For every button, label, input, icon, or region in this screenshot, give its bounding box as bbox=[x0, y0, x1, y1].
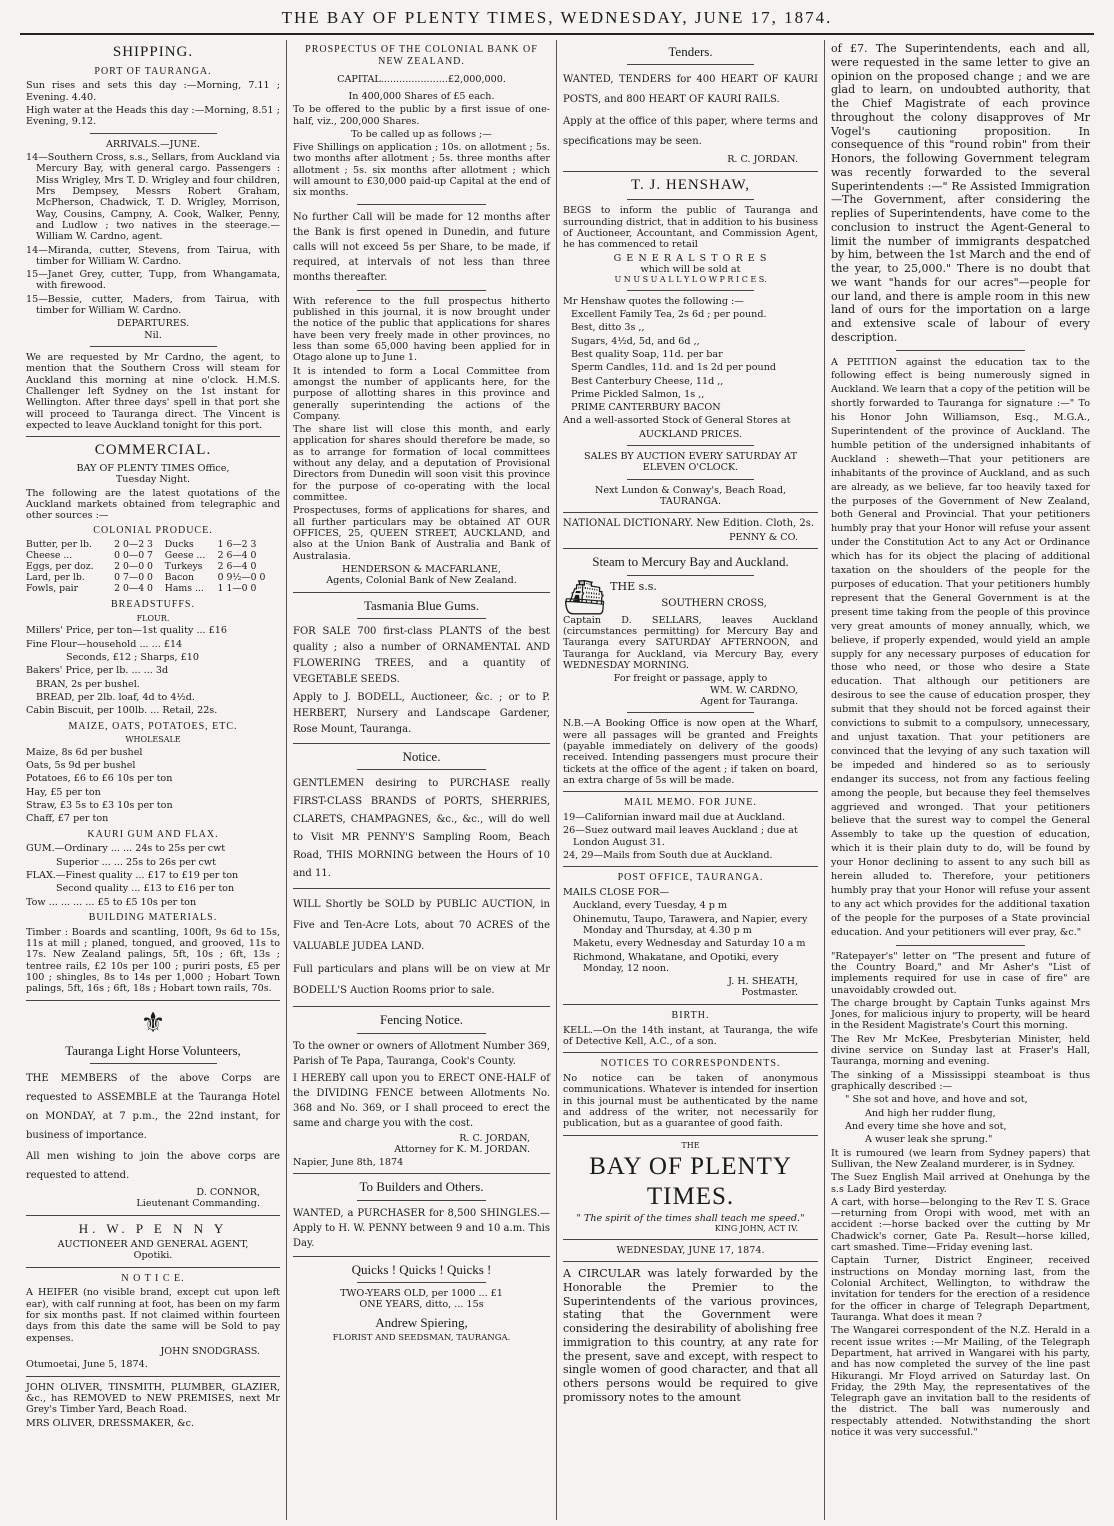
divider bbox=[627, 479, 755, 480]
news-item: The Wangarei correspondent of the N.Z. Herald in a recent issue writes :—Mr Mailing, of the Telegraph Department, hat arrived in Wangarei with his party, and has now completed the survey of the line past Hikurangi. Mr Floyd arrived on Saturday last. On Friday, the 29th May, the representatives of the Telegraph gave an invitation ball to the residents of the district. The ball was numerously and respectably attended. Notwithstanding the short notice it was very successful." bbox=[831, 1325, 1090, 1439]
wholesale-heading: WHOLESALE bbox=[125, 735, 181, 745]
price-line: Fine Flour—household ... ... £14 bbox=[26, 638, 183, 650]
news-item: Captain Turner, District Engineer, received instructions on Monday morning last, from the Colonial Architect, Wellington, to withdraw the invitation for tenders for the erection of a residence for the officer in charge of Telegraph Department, Tauranga. What does it mean ? bbox=[831, 1255, 1090, 1323]
steam-title: Steam to Mercury Bay and Auckland. bbox=[592, 554, 789, 570]
arrival-item: 15—Bessie, cutter, Maders, from Tairua, with timber for William W. Cardno. bbox=[26, 293, 280, 317]
commercial-intro: The following are the latest quotations of the Auckland markets obtained from telegraphic and other sources :— bbox=[26, 487, 280, 522]
terms-line: Five Shillings on application ; 10s. on allotment ; 5s. two months after allotment ; 5s. three months after allotment ; 5s. six months after allotment ; which will amount to £30,000 paid-up Capital at the end of six months. bbox=[293, 142, 550, 199]
poem bbox=[831, 1094, 1090, 1145]
list-item: Prime Pickled Salmon, 1s ,, bbox=[571, 388, 705, 400]
price-line: BRAN, 2s per bushel. bbox=[36, 678, 140, 690]
list-item: 26—Suez outward mail leaves Auckland ; due at London August 31. bbox=[563, 825, 798, 848]
divider bbox=[357, 1200, 486, 1201]
gums-apply: Apply to J. BODELL, Auctioneer, &c. ; or to P. HERBERT, Nursery and Landscape Gardener, Rose Mount, Tauranga. bbox=[293, 691, 550, 735]
divider bbox=[563, 1239, 818, 1240]
notice-date: Otumoetai, June 5, 1874. bbox=[26, 1359, 148, 1371]
table-row: Cheese ... 0 0—0 7 Geese ... 2 6—4 0 bbox=[26, 550, 257, 562]
penny-name: H. W. P E N N Y bbox=[78, 1220, 228, 1236]
paper-title: BAY OF PLENTY TIMES. bbox=[589, 1153, 792, 1210]
prospectus-ref: With reference to the full prospectus hitherto published in this journal, it is now brought under the notice of the public that applications for shares have been very freely made in other provinces, no less than some 65,000 having been applied for in Otago alone up to June 1. bbox=[293, 295, 550, 364]
list-item: Ohinemutu, Taupo, Tarawera, and Napier, every Monday and Thursday, at 4.30 p m bbox=[573, 913, 808, 936]
office-line: BAY OF PLENTY TIMES Office, bbox=[76, 462, 230, 474]
paper-motto: " The spirit of the times shall teach me speed." bbox=[576, 1213, 805, 1225]
poem-line: A wuser leak she sprung." bbox=[865, 1134, 993, 1146]
price-line: Superior ... ... 25s to 26s per cwt bbox=[56, 856, 216, 868]
divider bbox=[357, 1033, 486, 1034]
post-role: Postmaster. bbox=[741, 987, 798, 999]
divider bbox=[293, 592, 550, 593]
correspondents-title: NOTICES TO CORRESPONDENTS. bbox=[600, 1058, 781, 1070]
column-2 bbox=[286, 40, 556, 1520]
departures-value: Nil. bbox=[144, 329, 162, 341]
divider bbox=[26, 1215, 280, 1216]
divider bbox=[357, 290, 486, 291]
steam-freight: For freight or passage, apply to bbox=[613, 673, 768, 685]
post-signature: J. H. SHEATH, bbox=[728, 976, 798, 988]
list-item: Excellent Family Tea, 2s 6d ; per pound. bbox=[571, 308, 767, 320]
divider bbox=[90, 133, 217, 134]
divider bbox=[26, 1376, 280, 1377]
oliver-advert: JOHN OLIVER, TINSMITH, PLUMBER, GLAZIER, &c., has REMOVED to NEW PREMISES, next Mr Grey's Timber Yard, Beach Road. bbox=[26, 1381, 280, 1416]
column-3 bbox=[556, 40, 824, 1520]
called-line: To be called up as follows ;— bbox=[351, 128, 492, 140]
notice2-title: Notice. bbox=[402, 748, 441, 764]
column-1 bbox=[20, 40, 286, 1520]
table-row: Fowls, pair 2 0—4 0 Hams ... 1 1—0 0 bbox=[26, 583, 257, 595]
steam-nb: N.B.—A Booking Office is now open at the Wharf, were all passages will be granted and Freights (payable immediately on delivery of the goods) received. Intending passengers must procure their tickets at the office of the agent ; if taken on board, an extra charge of 5s will be made. bbox=[563, 718, 818, 786]
divider bbox=[90, 346, 217, 347]
notice-signature: JOHN SNODGRASS. bbox=[160, 1345, 260, 1357]
auckland-prices: AUCKLAND PRICES. bbox=[638, 428, 743, 440]
no-call: No further Call will be made for 12 months after the Bank is first opened in Dunedin, and future calls will not exceed 5s per Share, to be made, if required, at intervals of not less than three months thereafter. bbox=[293, 211, 550, 283]
list-item: Auckland, every Tuesday, 4 p m bbox=[573, 900, 728, 912]
tenders-body: WANTED, TENDERS for 400 HEART OF KAURI POSTS, and 800 HEART OF KAURI RAILS. bbox=[563, 74, 818, 106]
divider bbox=[563, 1135, 818, 1136]
divider bbox=[627, 199, 755, 200]
divider bbox=[563, 171, 818, 172]
price-line: Cabin Biscuit, per 100lb. ... Retail, 22s. bbox=[26, 705, 218, 717]
list-item: Sugars, 4½d, 5d, and 6d ,, bbox=[571, 335, 700, 347]
table-row: Butter, per lb. 2 0—2 3 Ducks 1 6—2 3 bbox=[26, 539, 257, 551]
divider bbox=[357, 769, 486, 770]
shipping-title: SHIPPING. bbox=[112, 44, 194, 60]
price-line: BREAD, per 2lb. loaf, 4d to 4½d. bbox=[36, 691, 195, 703]
spiering-name: Andrew Spiering, bbox=[375, 1314, 468, 1330]
divider bbox=[563, 1004, 818, 1005]
divider bbox=[627, 290, 755, 291]
post-heading: MAILS CLOSE FOR— bbox=[563, 886, 670, 898]
steam-ship-name: SOUTHERN CROSS, bbox=[661, 597, 767, 609]
the-label: THE bbox=[681, 1140, 700, 1150]
arrival-item: 14—Miranda, cutter, Stevens, from Tairua, with timber for William W. Cardno. bbox=[26, 244, 280, 267]
divider bbox=[293, 888, 550, 889]
penny-role: AUCTIONEER AND GENERAL AGENT, bbox=[57, 1239, 249, 1250]
penny-place: Opotiki. bbox=[133, 1250, 173, 1262]
shipping-notes: We are requested by Mr Cardno, the agent, to mention that the Southern Cross will steam for Auckland this morning at nine o'clock. H.M.S. Challenger left Sydney on the 1st instant for Wellington. After three days' spell in that port she will proceed to Tauranga direct. The Vincent is expected to leave Auckland tonight for this port. bbox=[26, 352, 280, 431]
volunteers-body: THE MEMBERS of the above Corps are requested to ASSEMBLE at the Tauranga Hotel on MONDAY, at 7 p.m., the 22nd instant, for business of importance. bbox=[26, 1073, 280, 1142]
birth-title: BIRTH. bbox=[671, 1009, 710, 1021]
news-item: The sinking of a Mississippi steamboat is thus graphically described :— bbox=[831, 1069, 1090, 1092]
fencing-to: To the owner or owners of Allotment Number 369, Parish of Te Papa, Tauranga, Cook's County. bbox=[293, 1040, 550, 1067]
divider bbox=[896, 350, 1026, 351]
breadstuffs-heading: BREADSTUFFS. bbox=[111, 599, 195, 611]
poem-line: And high her rudder flung, bbox=[865, 1107, 996, 1119]
notice-title: N O T I C E. bbox=[121, 1272, 185, 1284]
dictionary-advert: NATIONAL DICTIONARY. New Edition. Cloth, 2s. bbox=[563, 518, 815, 530]
divider bbox=[563, 548, 818, 549]
henshaw-assorted: And a well-assorted Stock of General Stores at bbox=[563, 415, 791, 427]
henshaw-body: BEGS to inform the public of Tauranga and surrounding district, that in addition to his business of Auctioneer, Accountant, and Commission Agent, he has commenced to retail bbox=[563, 205, 818, 251]
tenders-signature: R. C. JORDAN. bbox=[727, 154, 798, 166]
fencing-signature: R. C. JORDAN, bbox=[459, 1132, 530, 1144]
fencing-title: Fencing Notice. bbox=[379, 1012, 464, 1028]
list-item: 24, 29—Mails from South due at Auckland. bbox=[563, 849, 773, 861]
price-line: Chaff, £7 per ton bbox=[26, 813, 109, 825]
henshaw-address: Next Lundon & Conway's, Beach Road, TAURANGA. bbox=[594, 484, 787, 508]
divider bbox=[627, 64, 755, 65]
prospectus-title: PROSPECTUS OF THE COLONIAL BANK OF NEW ZEALAND. bbox=[305, 44, 538, 67]
divider bbox=[293, 743, 550, 744]
editorial-cont: of £7. The Superintendents, each and all, were requested in the same letter to give an opinion on the proposed change ; and we are glad to learn, on undoubted authority, that the Chief Magistrate of each province throughout the colony disapproves of Mr Vogel's cautioning proposition. In consequence of this "round robin" from their Honors, the following Government telegram was recently forwarded to the several Superintendents :—" Re Assisted Immigration—The Government, after considering the replies of Superintendents, have come to the conclusion to instruct the Agent-General to limit the number of immigrants despatched by him, between the 1st March and the end of the year, to 25,000." There is no doubt that we want "hands for our acres"—people for our land, and there is ample room in this new land of ours for the importation on a large and extensive scale of labour of every description. bbox=[831, 42, 1090, 344]
general-stores: G E N E R A L S T O R E S bbox=[613, 252, 768, 264]
divider bbox=[293, 1006, 550, 1007]
arrivals-list bbox=[26, 152, 280, 316]
tenders-apply: Apply at the office of this paper, where terms and specifications may be seen. bbox=[563, 116, 818, 148]
divider bbox=[357, 618, 486, 619]
correspondents-body: No notice can be taken of anonymous communications. Whatever is intended for insertion in this journal must be authenticated by the name and address of the writer, not necessarily for publication, but as a guarantee of good faith. bbox=[563, 1073, 818, 1130]
list-item: Best quality Soap, 11d. per bar bbox=[571, 348, 723, 360]
post-title: POST OFFICE, TAURANGA. bbox=[617, 872, 764, 884]
arrival-item: 15—Janet Grey, cutter, Tupp, from Whangamata, with firewood. bbox=[26, 269, 280, 292]
masthead-rule bbox=[20, 33, 1094, 35]
shares-line: In 400,000 Shares of £5 each. bbox=[348, 90, 495, 102]
mail-title: MAIL MEMO. FOR JUNE. bbox=[624, 797, 757, 809]
arrivals-heading: ARRIVALS.—JUNE. bbox=[106, 138, 200, 150]
tenders-title: Tenders. bbox=[668, 44, 713, 59]
fencing-body: I HEREBY call upon you to ERECT ONE-HALF of the DIVIDING FENCE between Allotments No. 368 and No. 369, or I shall proceed to erect the same and charge you with the cost. bbox=[293, 1072, 550, 1129]
birth-body: KELL.—On the 14th instant, at Tauranga, the wife of Detective Kell, A.C., of a son. bbox=[563, 1024, 818, 1047]
henshaw-quotes: Mr Henshaw quotes the following :— bbox=[563, 295, 744, 307]
fencing-attorney: Attorney for K. M. JORDAN. bbox=[394, 1143, 530, 1155]
kauri-heading: KAURI GUM AND FLAX. bbox=[87, 828, 219, 840]
office-day: Tuesday Night. bbox=[115, 474, 191, 486]
divider bbox=[357, 204, 486, 205]
masthead: THE BAY OF PLENTY TIMES, WEDNESDAY, JUNE 17, 1874. bbox=[281, 8, 833, 27]
poem-line: And every time she hove and sot, bbox=[845, 1120, 1007, 1132]
news-item: A cart, with horse—belonging to the Rev T. S. Grace—returning from Oropi with wood, met with an accident :—horse backed over the cutting by Mr Chadwick's corner, Gate Pa. Result—horse killed, cart smashed. Time—Friday evening last. bbox=[831, 1196, 1090, 1254]
divider bbox=[26, 1000, 280, 1001]
divider bbox=[563, 1052, 818, 1053]
spiering-role: FLORIST AND SEEDSMAN, TAURANGA. bbox=[332, 1333, 511, 1344]
table-row: Lard, per lb. 0 7—0 0 Bacon 0 9½—0 0 bbox=[26, 572, 266, 584]
divider bbox=[26, 436, 280, 437]
flour-heading: FLOUR. bbox=[136, 613, 170, 623]
list-item: Best Canterbury Cheese, 11d ,, bbox=[571, 375, 724, 387]
volunteers-rank: Lieutenant Commanding. bbox=[136, 1198, 260, 1210]
issue-line: To be offered to the public by a first issue of one-half, viz., 200,000 Shares. bbox=[293, 104, 550, 127]
fencing-date: Napier, June 8th, 1874 bbox=[293, 1157, 404, 1169]
sun-times: Sun rises and sets this day :—Morning, 7.11 ; Evening. 4.40. bbox=[26, 80, 280, 103]
agents-role: Agents, Colonial Bank of New Zealand. bbox=[326, 575, 517, 587]
price-line: Tow ... ... ... ... £5 to £5 10s per ton bbox=[26, 896, 197, 908]
price-line: Potatoes, £6 to £6 10s per ton bbox=[26, 773, 173, 785]
divider bbox=[563, 866, 818, 867]
notice-body: A HEIFER (no visible brand, except cut upon left ear), with calf running at foot, has been on my farm for six months past. If not claimed within fourteen days from this date the same will be Sold to pay expenses. bbox=[26, 1287, 280, 1344]
price-line: FLAX.—Finest quality ... £17 to £19 per ton bbox=[26, 870, 239, 882]
divider bbox=[26, 1267, 280, 1268]
divider bbox=[90, 1063, 217, 1064]
poem-line: " She sot and hove, and hove and sot, bbox=[845, 1094, 1028, 1106]
auction-sales: SALES BY AUCTION EVERY SATURDAY AT ELEVEN O'CLOCK. bbox=[584, 451, 797, 474]
petition: A PETITION against the education tax to the following effect is being numerously signed in Auckland. We learn that a copy of the petition will be shortly forwarded to Tauranga for signature :—" To his Honor John Williamson, Esq., M.G.A., Superintendent of the province of Auckland. The humble petition of the undersigned inhabitants of Auckland : sheweth—That your petitioners are inhabitants of the province of Auckland, and as such are already, as we believe, far too heavily taxed for the purposes of the Government of New Zealand, both General and Provincial. That your petitioners humbly pray that your Honor will refuse your assent under the Constitution Act to any Act or Ordinance which has for its object the placing of additional taxation on the shoulders of the people for the purposes of education. That your petitioners humbly represent that the General Government is at the present time taking from the people of this province very great amounts of money annually, which, we believe, if properly expended, would yield an ample supply for any necessary purposes of education for those who need, or those who desire a State education. That although our petitioners are desirous to see the cause of education prosper, they submit that they should not be forced against their convictions to submit to a compulsory, unnecessary, and unjust taxation. That your petitioners are convinced that the levying of any such taxation will be impeded and hindered so as to seriously endanger its success, not from any factious feeling among the people, but because they feel themselves aggrieved and wronged. That your petitioners believe that the surest way to compel the General Assembly to take up the question of education, which it is their plain duty to do, will be found by your Honor declining to assent to any such bill as herein alluded to. Therefore, your petitioners humbly pray that your Honor will refuse your assent to any act which provides for the additional taxation of the people for the purposes of a State provincial education. And your petitioners will ever pray, &c." bbox=[831, 356, 1090, 938]
date-line: WEDNESDAY, JUNE 17, 1874. bbox=[616, 1244, 765, 1256]
steam-the: THE s.s. bbox=[610, 579, 657, 593]
divider bbox=[563, 512, 818, 513]
price-line: Millers' Price, per ton—1st quality ... £16 bbox=[26, 625, 227, 637]
list-item: Maketu, every Wednesday and Saturday 10 a m bbox=[573, 938, 806, 950]
price-line: GUM.—Ordinary ... ... 24s to 25s per cwt bbox=[26, 843, 226, 855]
auction-particulars: Full particulars and plans will be on view at Mr BODELL'S Auction Rooms prior to sale. bbox=[293, 964, 550, 997]
gums-body: FOR SALE 700 first-class PLANTS of the best quality ; also a number of ORNAMENTAL AND FLOWERING TREES, and a quantity of VEGETABLE SEEDS. bbox=[293, 625, 550, 685]
maize-heading: MAIZE, OATS, POTATOES, ETC. bbox=[68, 720, 238, 732]
divider bbox=[627, 445, 755, 446]
list-item: Sperm Candles, 11d. and 1s 2d per pound bbox=[571, 362, 777, 374]
low-prices: U N U S U A L L Y L O W P R I C E S. bbox=[614, 275, 767, 285]
divider bbox=[563, 1261, 818, 1262]
quicks-price: TWO-YEARS OLD, per 1000 ... £1 bbox=[340, 1288, 503, 1300]
steam-agent-role: Agent for Tauranga. bbox=[700, 695, 798, 707]
table-row: Eggs, per doz. 2 0—0 0 Turkeys 2 6—4 0 bbox=[26, 561, 257, 573]
builders-body: WANTED, a PURCHASER for 8,500 SHINGLES.—Apply to H. W. PENNY between 9 and 10 a.m. This Day. bbox=[293, 1207, 550, 1249]
tide-times: High water at the Heads this day :—Morning, 8.51 ; Evening, 9.12. bbox=[26, 105, 280, 128]
builders-title: To Builders and Others. bbox=[359, 1179, 484, 1195]
news-item: It is rumoured (we learn from Sydney papers) that Sullivan, the New Zealand murderer, is in Sydney. bbox=[831, 1147, 1090, 1170]
divider bbox=[563, 791, 818, 792]
produce-table bbox=[26, 540, 280, 595]
column-4 bbox=[824, 40, 1096, 1520]
auction-body: WILL Shortly be SOLD by PUBLIC AUCTION, in Five and Ten-Acre Lots, about 70 ACRES of the VALUABLE JUDEA LAND. bbox=[293, 899, 550, 953]
building-prices: Timber : Boards and scantling, 100ft, 9s 6d to 15s, 11s at mill ; planed, tongued, and grooved, 11s to 17s. New Zealand palings, 5ft, 10s ; 6ft, 13s ; tentree rails, £2 10s per 100 ; puriri posts, £5 per 100 ; shingles, 8s to 14s per 1,000 ; Hobart Town palings, 5ft, 16s ; 6ft, 18s ; Hobart town rails, 70s. bbox=[26, 926, 280, 995]
quicks-price: ONE YEARS, ditto, ... 15s bbox=[359, 1299, 484, 1311]
notice2-body: GENTLEMEN desiring to PURCHASE really FIRST-CLASS BRANDS of PORTS, SHERRIES, CLARETS, CHAMPAGNES, &c., &c., will do well to Visit MR PENNY'S Sampling Room, Beach Road, THIS MORNING between the Hours of 10 and 11. bbox=[293, 778, 550, 880]
news-item: "Ratepayer's" letter on "The present and future of the Country Board," and Mr Asher's "List of implements required for use in case of fire" are unavoidably crowded out. bbox=[831, 950, 1090, 996]
dictionary-signature: PENNY & CO. bbox=[729, 532, 798, 544]
colonial-heading: COLONIAL PRODUCE. bbox=[93, 525, 213, 537]
editorial-start: A CIRCULAR was lately forwarded by the Honorable the Premier to the Superintendents of the various provinces, stating that the Government were considering the desirability of abolishing free immigration to this country, at any rate for the present, save and except, with respect to single women of good character, and that all others persons would be required to give promissory notes to the amount bbox=[563, 1267, 818, 1404]
prospectus-close: The share list will close this month, and early application for shares should therefore be made, so as to arrange for formation of local committees without any delay, and a deputation of Provisional Directors from Dunedin will soon visit this province for the purpose of co-operating with the local committee. bbox=[293, 424, 550, 504]
departures-heading: DEPARTURES. bbox=[116, 318, 190, 330]
volunteers-body-2: All men wishing to join the above corps are requested to attend. bbox=[26, 1151, 280, 1182]
oliver-mrs: MRS OLIVER, DRESSMAKER, &c. bbox=[26, 1417, 195, 1429]
divider bbox=[293, 1173, 550, 1174]
volunteers-signature: D. CONNOR, bbox=[196, 1187, 260, 1199]
commercial-title: COMMERCIAL. bbox=[94, 442, 212, 459]
price-line: Oats, 5s 9d per bushel bbox=[26, 760, 136, 772]
price-line: Second quality ... £13 to £16 per ton bbox=[56, 883, 235, 895]
divider bbox=[293, 1256, 550, 1257]
list-item: 19—Californian inward mail due at Auckland. bbox=[563, 811, 786, 823]
list-item: PRIME CANTERBURY BACON bbox=[571, 402, 721, 414]
capital-line: CAPITAL......................£2,000,000. bbox=[337, 73, 506, 85]
news-item: The charge brought by Captain Tunks against Mrs Jones, for malicious injury to property, will be heard in the Resident Magistrate's Court this morning. bbox=[831, 997, 1090, 1032]
sold-at: which will be sold at bbox=[640, 263, 741, 275]
steam-agent: WM. W. CARDNO, bbox=[710, 684, 798, 696]
port-heading: PORT OF TAURANGA. bbox=[94, 65, 212, 77]
post-list bbox=[563, 900, 818, 974]
price-line: Straw, £3 5s to £3 10s per ton bbox=[26, 800, 173, 812]
divider bbox=[627, 712, 755, 713]
henshaw-price-list bbox=[563, 309, 818, 414]
steamship-icon: ⛴ bbox=[563, 577, 607, 618]
list-item: Best, ditto 3s ,, bbox=[571, 322, 645, 334]
agents-name: HENDERSON & MACFARLANE, bbox=[342, 563, 501, 575]
gums-title: Tasmania Blue Gums. bbox=[364, 597, 479, 613]
price-line: Maize, 8s 6d per bushel bbox=[26, 746, 143, 758]
mail-list bbox=[563, 812, 818, 861]
prospectus-intended: It is intended to form a Local Committee from amongst the number of applicants here, for the purpose of allotting shares in this province and generally superintending the actions of the Company. bbox=[293, 365, 550, 422]
price-line: Hay, £5 per ton bbox=[26, 786, 101, 798]
price-line: Seconds, £12 ; Sharps, £10 bbox=[66, 651, 199, 663]
columns bbox=[20, 40, 1096, 1520]
arrival-item: 14—Southern Cross, s.s., Sellars, from Auckland via Mercury Bay, with general cargo. Passengers : Miss Wrigley, Mrs T. D. Wrigley and four children, Mrs Dempsey, Messrs Robert Graham, McPherson, Chadwick, T. D. Wrigley, Morrison, Way, Cousins, Campny, A. Cook, Walker, Penny, and Ludlow ; two natives in the steerage.—William W. Cardno, agent. bbox=[26, 152, 280, 243]
volunteers-title: Tauranga Light Horse Volunteers, bbox=[65, 1042, 241, 1058]
steam-body: Captain D. SELLARS, leaves Auckland (circumstances permitting) for Mercury Bay and Tauranga every SATURDAY AFTERNOON, and Tauranga for Auckland, via Mercury Bay, every WEDNESDAY MORNING. bbox=[563, 614, 818, 672]
list-item: Richmond, Whakatane, and Opotiki, every Monday, 12 noon. bbox=[573, 951, 779, 974]
divider bbox=[896, 945, 1026, 946]
news-item: The Suez English Mail arrived at Onehunga by the s.s Lady Bird yesterday. bbox=[831, 1172, 1090, 1195]
price-line: Bakers' Price, per lb. ... ... 3d bbox=[26, 665, 169, 677]
prospectus-forms: Prospectuses, forms of applications for shares, and all further particulars may be obtained AT OUR OFFICES, 25, QUEEN STREET, AUCKLAND, and also at the Union Bank of Australia and Bank of Australasia. bbox=[293, 505, 550, 562]
motto-source: KING JOHN, ACT IV. bbox=[714, 1224, 798, 1234]
divider bbox=[357, 1282, 486, 1283]
coat-of-arms-icon: ⚜ bbox=[140, 1005, 166, 1039]
quicks-title: Quicks ! Quicks ! Quicks ! bbox=[351, 1261, 492, 1277]
henshaw-title: T. J. HENSHAW, bbox=[630, 176, 751, 193]
building-heading: BUILDING MATERIALS. bbox=[88, 912, 218, 924]
divider bbox=[627, 575, 755, 576]
news-item: The Rev Mr McKee, Presbyterian Minister, held divine service on Sunday last at Fraser's Hall, Tauranga, morning and evening. bbox=[831, 1033, 1090, 1068]
